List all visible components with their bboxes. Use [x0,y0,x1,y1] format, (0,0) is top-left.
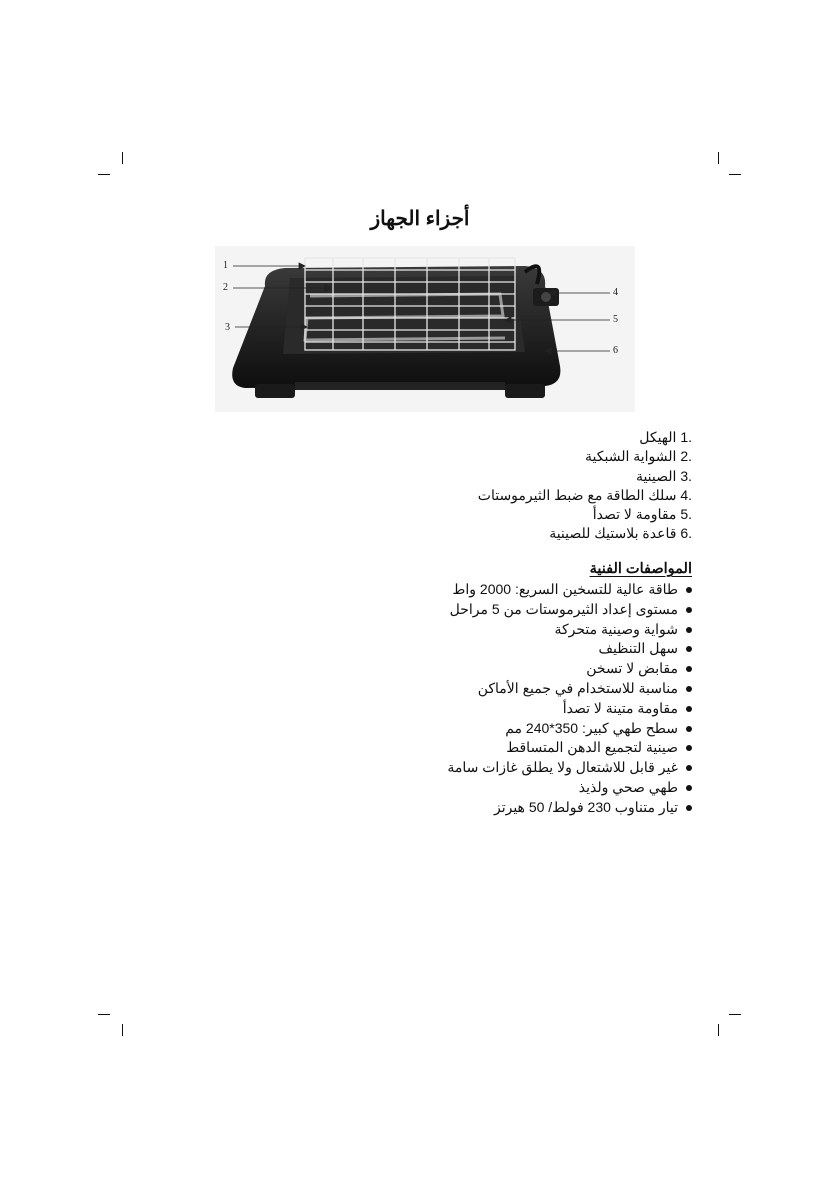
spec-item: صينية لتجميع الدهن المتساقط [252,738,692,758]
callout-2: 2 [223,282,228,293]
callout-1: 1 [223,260,228,271]
callout-5: 5 [613,314,618,325]
parts-list-item: .4 سلك الطاقة مع ضبط الثيرموستات [477,486,692,503]
crop-mark [122,152,123,164]
spec-item: مقاومة متينة لا تصدأ [252,699,692,719]
crop-mark [98,174,110,175]
callout-4: 4 [613,287,618,298]
callout-6: 6 [613,345,618,356]
parts-list-item: .5 مقاومة لا تصدأ [592,506,692,523]
parts-list-item: .1 الهيكل [639,429,692,445]
spec-item: مقابض لا تسخن [252,659,692,679]
page-title: أجزاء الجهاز [370,208,470,230]
specs-list [252,580,692,818]
spec-item: سطح طهي كبير: 350*240 مم [252,719,692,739]
grill-diagram [215,246,635,412]
spec-item: طاقة عالية للتسخين السريع: 2000 واط [252,580,692,600]
spec-item: شواية وصينية متحركة [252,620,692,640]
crop-mark [98,1014,110,1015]
callout-3: 3 [225,322,230,333]
crop-mark [718,1024,719,1036]
spec-item: غير قابل للاشتعال ولا يطلق غازات سامة [252,758,692,778]
specs-heading: المواصفات الفنية [589,561,692,577]
parts-list-item: .2 الشواية الشبكية [585,448,692,465]
crop-mark [729,1014,741,1015]
parts-list-item: .6 قاعدة بلاستيك للصينية [549,525,692,542]
crop-mark [122,1024,123,1036]
crop-mark [729,174,741,175]
grill-illustration [215,246,635,412]
spec-item: سهل التنظيف [252,639,692,659]
spec-item: مستوى إعداد الثيرموستات من 5 مراحل [252,600,692,620]
spec-item: طهي صحي ولذيذ [252,778,692,798]
spec-item: تيار متناوب 230 فولط/ 50 هيرتز [252,798,692,818]
parts-list [272,428,692,544]
spec-item: مناسبة للاستخدام في جميع الأماكن [252,679,692,699]
crop-mark [718,152,719,164]
parts-list-item: .3 الصينية [635,467,692,484]
